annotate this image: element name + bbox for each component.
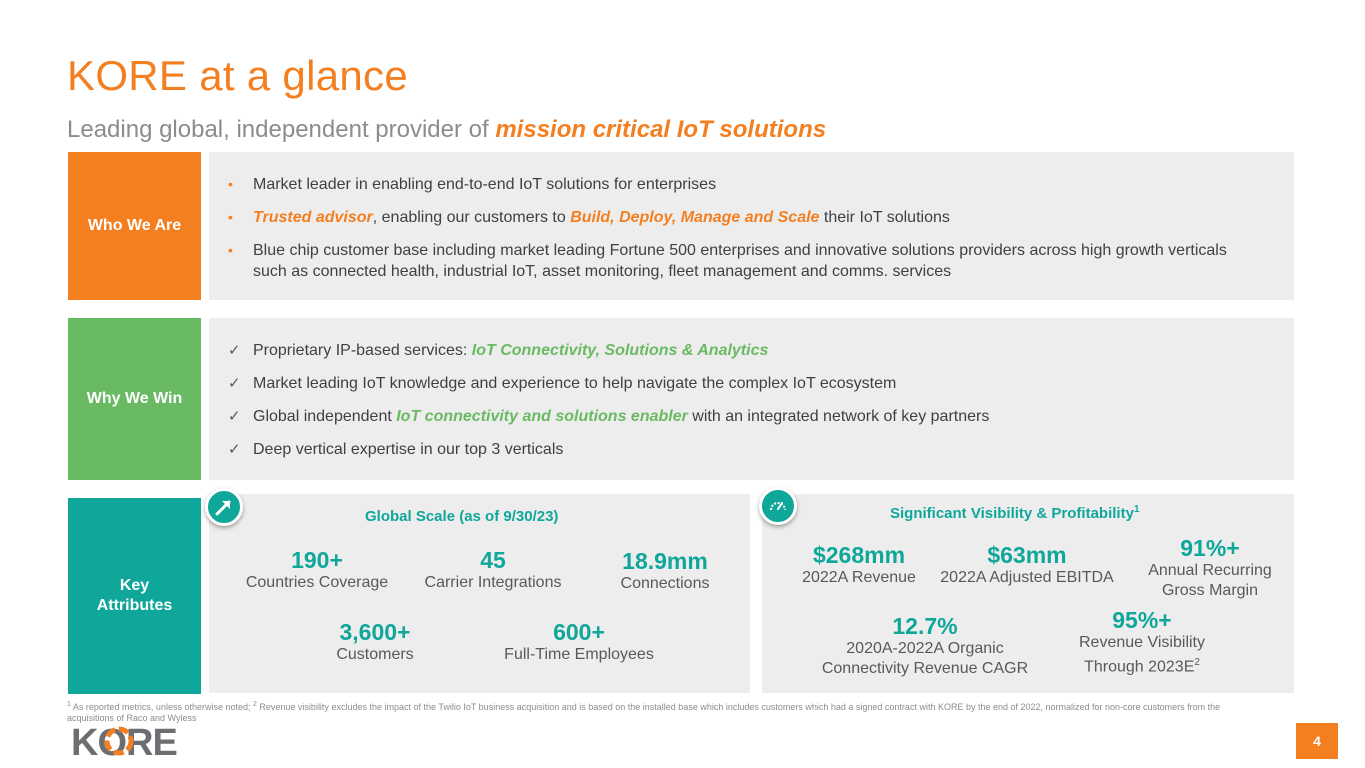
why-we-win-panel xyxy=(209,318,1294,480)
stat-connections xyxy=(621,548,710,594)
bullet-dot-icon: • xyxy=(228,242,233,258)
why-bullet xyxy=(228,340,1264,361)
slide-title: KORE at a glance xyxy=(67,52,408,99)
bullet-dot-icon: • xyxy=(228,209,233,225)
why-bullet-text: Market leading IoT knowledge and experience to help navigate the complex IoT ecosystem xyxy=(253,375,897,392)
gauge-icon xyxy=(759,487,797,525)
why-bullet-list xyxy=(228,340,1264,472)
stat-label-sup: 2 xyxy=(1194,657,1200,668)
stat-value: 3,600+ xyxy=(339,619,411,645)
checkmark-icon: ✓ xyxy=(228,441,241,458)
visibility-title-text: Significant Visibility & Profitability xyxy=(890,505,1134,522)
visibility-panel xyxy=(762,494,1294,693)
stat-label: 2022A Adjusted EBITDA xyxy=(940,569,1114,586)
footnote-sup: 2 xyxy=(253,701,257,708)
stat-label: Connectivity Revenue CAGR xyxy=(821,660,1029,677)
subtitle-emphasis: mission critical IoT solutions xyxy=(495,116,827,143)
stat-value: 45 xyxy=(480,547,506,573)
kore-logo xyxy=(71,722,189,760)
footnote-sup: 1 xyxy=(67,701,71,708)
stat-value: 12.7% xyxy=(892,613,958,639)
stat-cagr xyxy=(822,613,1028,679)
stat-label: 2022A Revenue xyxy=(802,569,916,586)
who-we-are-label: Who We Are xyxy=(68,152,201,300)
bullet-dot-icon: • xyxy=(228,176,233,192)
stat-value: $268mm xyxy=(812,542,906,568)
stat-ebitda xyxy=(940,542,1113,588)
who-bullet-text: their IoT solutions xyxy=(819,209,950,226)
stat-label: Countries Coverage xyxy=(245,574,389,591)
who-we-are-panel xyxy=(209,152,1294,300)
stat-revenue-visibility xyxy=(1079,607,1205,677)
why-highlight: IoT connectivity and solutions enabler xyxy=(396,408,688,425)
who-bullet-text: Market leader in enabling end-to-end IoT solutions for enterprises xyxy=(253,176,717,193)
why-highlight: IoT Connectivity, Solutions & Analytics xyxy=(471,342,769,359)
who-bullet-text: Blue chip customer base including market leading Fortune 500 enterprises and innovative solutions providers across high growth verticals such as connected health, industrial IoT, asset monitoring, fleet management and comms. services xyxy=(253,242,1227,280)
stat-value: 600+ xyxy=(553,619,605,645)
why-bullet-text: Deep vertical expertise in our top 3 verticals xyxy=(253,441,564,458)
stat-employees xyxy=(504,619,654,665)
footnote-text: Revenue visibility excludes the impact of the Twilio IoT business acquisition and is based on the installed base which includes customers which had a signed contract with KORE by the end of 2022, normalized for non-core customers from the acquisitions of Raco and Wyless xyxy=(67,702,1221,723)
stat-gross-margin xyxy=(1148,535,1272,601)
who-bullet xyxy=(228,207,1264,228)
subtitle-prefix: Leading global, independent provider of xyxy=(67,116,496,143)
stat-label: Connections xyxy=(620,575,710,592)
key-attributes-label: Key Attributes xyxy=(68,498,201,694)
global-scale-panel xyxy=(209,494,750,693)
stat-value: 190+ xyxy=(291,547,343,573)
why-bullet-text: Global independent xyxy=(253,408,397,425)
who-bullet xyxy=(228,174,1264,195)
stat-customers xyxy=(336,619,413,665)
stat-label: Annual Recurring xyxy=(1148,562,1272,579)
who-bullet xyxy=(228,240,1264,282)
stat-label: 2020A-2022A Organic xyxy=(846,640,1004,657)
footnote-text: As reported metrics, unless otherwise noted; xyxy=(70,702,253,712)
checkmark-icon: ✓ xyxy=(228,342,241,359)
stat-value: 91%+ xyxy=(1180,535,1240,561)
who-highlight: Build, Deploy, Manage and Scale xyxy=(570,209,820,226)
checkmark-icon: ✓ xyxy=(228,408,241,425)
stat-value: 95%+ xyxy=(1112,607,1172,633)
why-bullet xyxy=(228,373,1264,394)
who-bullet-text: , enabling our customers to xyxy=(372,209,571,226)
stat-label: Gross Margin xyxy=(1161,582,1259,599)
checkmark-icon: ✓ xyxy=(228,375,241,392)
why-bullet xyxy=(228,406,1264,427)
why-bullet xyxy=(228,439,1264,460)
footnote xyxy=(67,699,1267,724)
why-bullet-text: with an integrated network of key partners xyxy=(687,408,990,425)
logo-text: KORE xyxy=(71,722,177,760)
page-number: 4 xyxy=(1296,723,1338,759)
global-scale-title: Global Scale (as of 9/30/23) xyxy=(365,508,559,525)
who-highlight: Trusted advisor xyxy=(253,209,373,226)
stat-label: Revenue Visibility xyxy=(1079,634,1205,651)
who-bullet-list xyxy=(228,174,1264,282)
stat-countries xyxy=(246,547,388,593)
slide-subtitle xyxy=(67,116,826,144)
stat-revenue xyxy=(802,542,916,588)
stat-label: Full-Time Employees xyxy=(504,646,654,663)
stat-label: Customers xyxy=(336,646,414,663)
stat-value: 18.9mm xyxy=(622,548,708,574)
why-bullet-text: Proprietary IP-based services: xyxy=(253,342,472,359)
stat-value: $63mm xyxy=(987,542,1067,568)
trend-arrow-icon xyxy=(205,488,243,526)
why-we-win-label: Why We Win xyxy=(68,318,201,480)
stat-label xyxy=(1079,653,1205,677)
stat-carriers xyxy=(425,547,562,593)
stat-label-text: Through 2023E xyxy=(1084,658,1195,676)
stat-label: Carrier Integrations xyxy=(424,574,562,591)
visibility-title-sup: 1 xyxy=(1133,504,1140,515)
visibility-title xyxy=(890,504,1140,522)
